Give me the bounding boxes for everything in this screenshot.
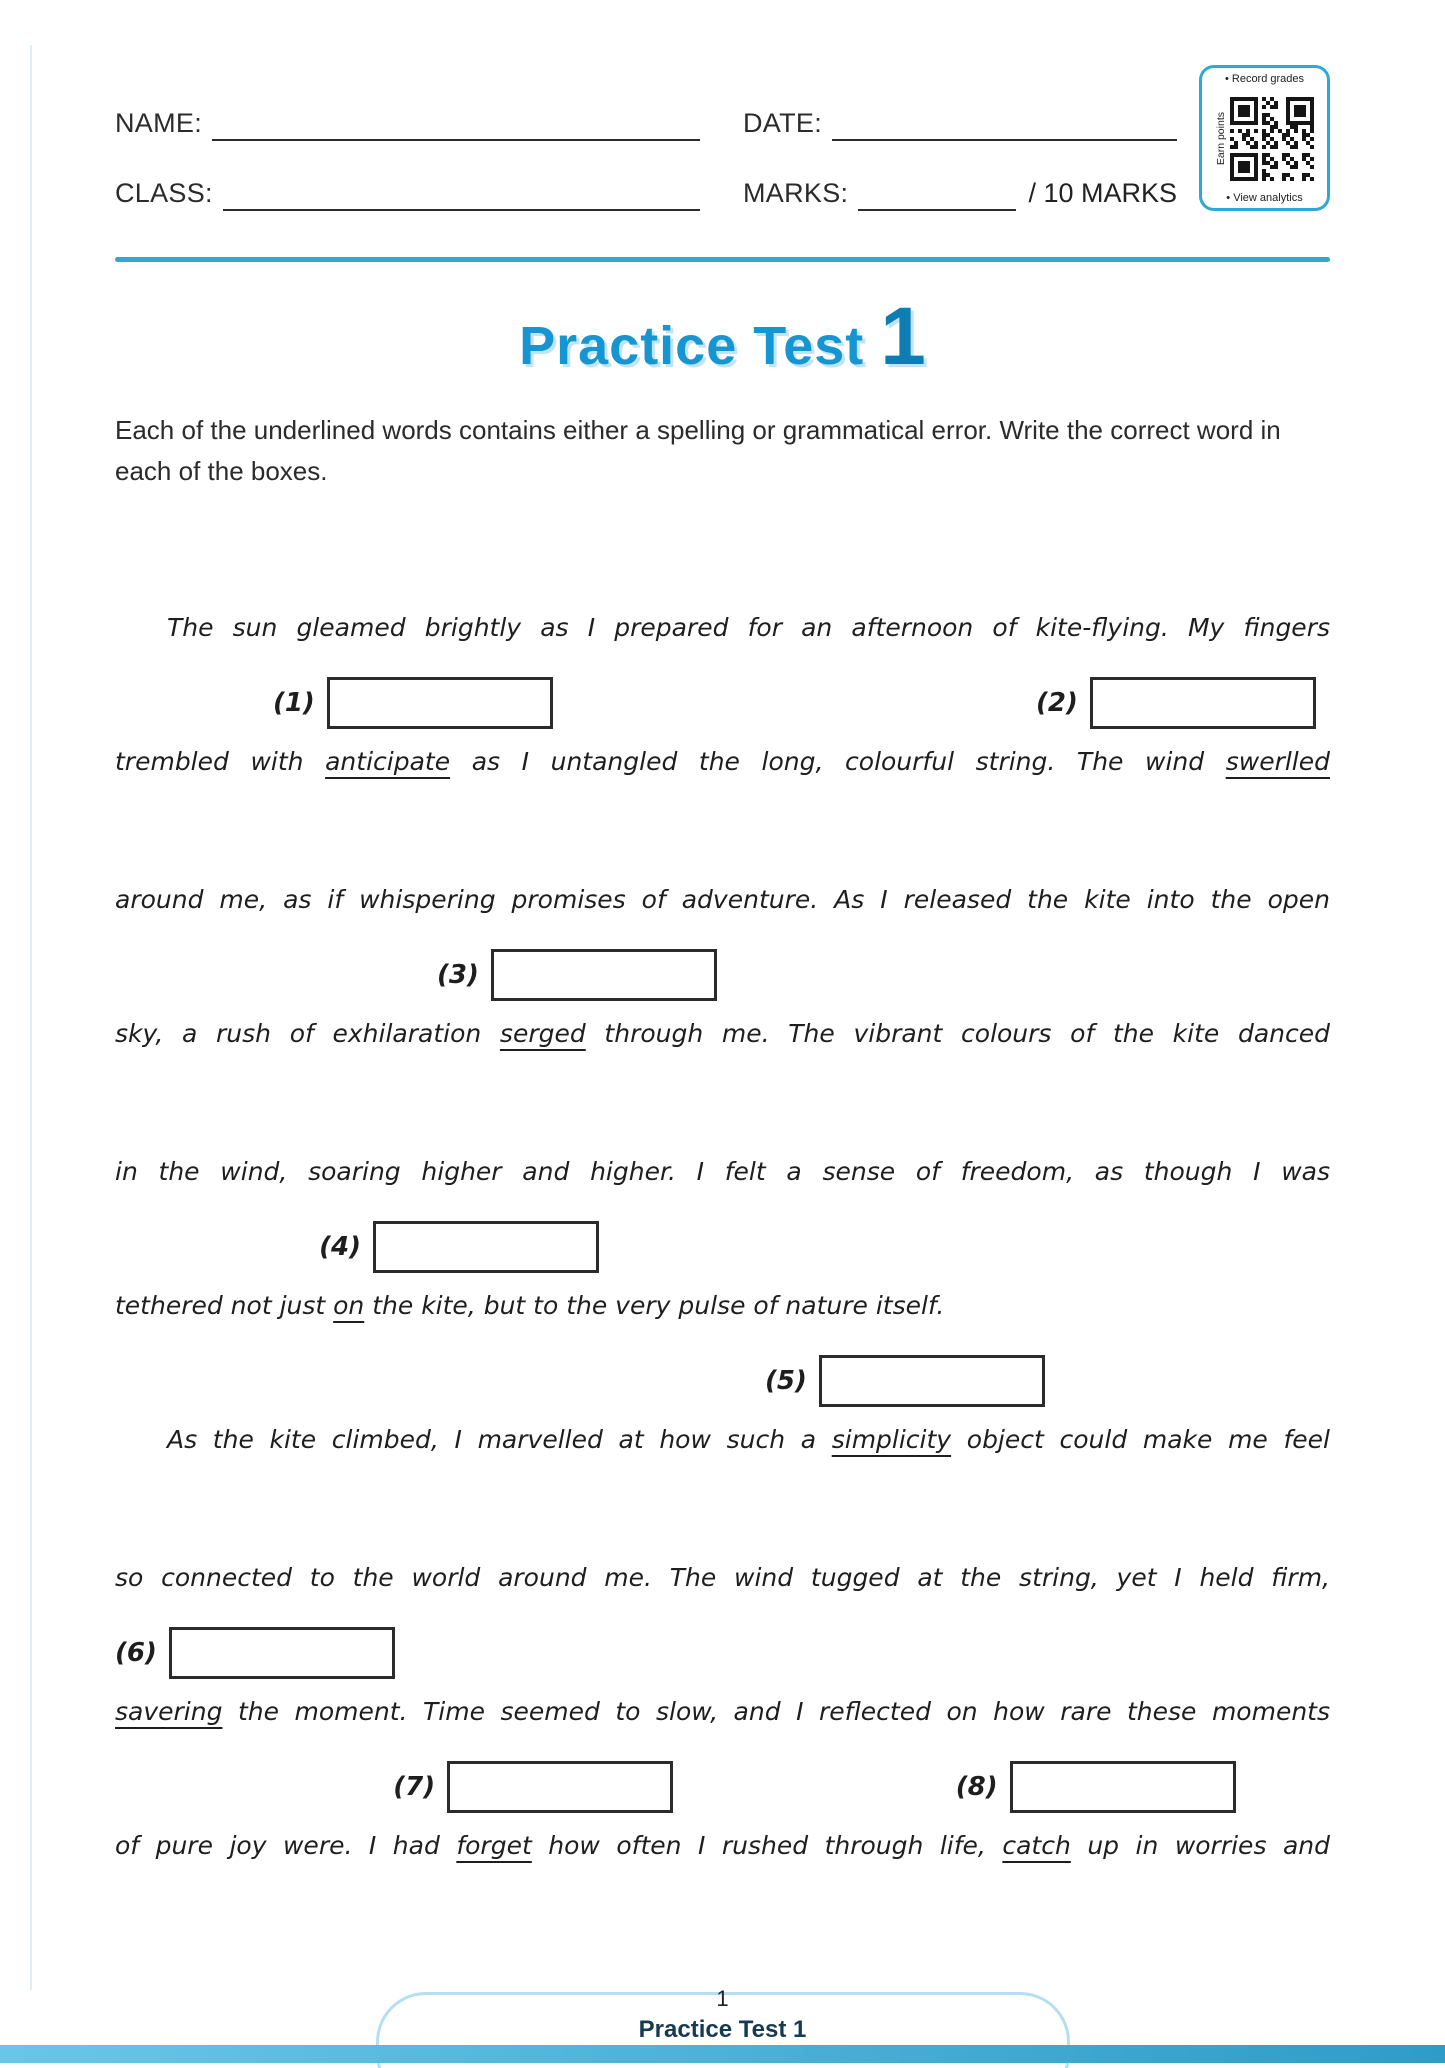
answer-box[interactable]: [819, 1355, 1045, 1407]
page-title: [115, 290, 1330, 384]
paragraph-gap: [115, 1460, 1330, 1558]
marks-blank-line[interactable]: [858, 179, 1016, 211]
date-blank-line[interactable]: [832, 109, 1177, 141]
answer-group: [115, 1626, 395, 1680]
story-line: [115, 1558, 1330, 1598]
class-label: CLASS:: [115, 178, 213, 208]
error-word: serged: [499, 1019, 586, 1048]
story-text: object could make me feel: [951, 1425, 1330, 1454]
header-row-2: [115, 175, 1330, 215]
story-text: trembled with: [115, 747, 326, 776]
paragraph-gap: [115, 1054, 1330, 1152]
answer-number: (2): [1035, 688, 1078, 718]
answer-box[interactable]: [1010, 1761, 1236, 1813]
story-line: [115, 1826, 1330, 1866]
story-line: [115, 880, 1330, 920]
answer-row: [115, 676, 1330, 730]
answer-box[interactable]: [491, 949, 717, 1001]
story-text: tethered not just: [115, 1291, 334, 1320]
story-line: [115, 1692, 1330, 1732]
name-blank-line[interactable]: [212, 109, 700, 141]
answer-box[interactable]: [327, 677, 553, 729]
story-text: sky, a rush of exhilaration: [115, 1019, 500, 1048]
answer-row: [115, 948, 1330, 1002]
class-blank-line[interactable]: [223, 179, 700, 211]
story-text: around me, as if whispering promises of adventure. As I released the kite into the open: [115, 885, 1330, 914]
qr-middle: [1206, 86, 1323, 191]
date-label: DATE:: [743, 108, 823, 138]
class-field: [115, 175, 700, 211]
answer-group: [319, 1220, 599, 1274]
answer-row: [115, 1760, 1330, 1814]
story-line: [115, 1420, 1330, 1460]
name-field: [115, 105, 700, 141]
story-text: up in worries and: [1070, 1831, 1330, 1860]
qr-view-analytics-label: • View analytics: [1226, 192, 1303, 204]
header: [115, 73, 1330, 215]
story-text: how often I rushed through life,: [531, 1831, 1003, 1860]
story-text: As the kite climbed, I marvelled at how such a: [167, 1425, 832, 1454]
answer-group: [1036, 676, 1316, 730]
story-text: The sun gleamed brightly as I prepared for an afternoon of kite-flying. My fingers: [167, 613, 1330, 642]
qr-earn-points-label: Earn points: [1215, 111, 1227, 166]
story-line: [115, 1152, 1330, 1192]
answer-group: [437, 948, 717, 1002]
answer-number: (7): [393, 1772, 436, 1802]
marks-field: [743, 175, 1177, 211]
story-line: [115, 1286, 1330, 1326]
story-text: of pure joy were. I had: [115, 1831, 457, 1860]
qr-badge: [1199, 65, 1330, 211]
paragraph-gap: [115, 782, 1330, 880]
answer-number: (1): [272, 688, 315, 718]
answer-number: (4): [319, 1232, 361, 1262]
story-text: so connected to the world around me. The wind tugged at the string, yet I held firm,: [115, 1563, 1330, 1592]
error-word: on: [333, 1291, 365, 1320]
bottom-bar: [0, 2045, 1445, 2063]
answer-row: [115, 1354, 1330, 1408]
answer-number: (8): [955, 1772, 998, 1802]
answer-number: (5): [765, 1366, 807, 1396]
answer-box[interactable]: [373, 1221, 599, 1273]
error-word: simplicity: [831, 1425, 952, 1454]
story-line: [115, 742, 1330, 782]
header-row-1: [115, 105, 1330, 145]
error-word: anticipate: [325, 747, 451, 776]
answer-row: [115, 1626, 1330, 1680]
answer-number: (6): [115, 1638, 157, 1668]
error-word: savering: [115, 1697, 223, 1726]
left-margin-line: [30, 45, 32, 1990]
error-word: catch: [1002, 1831, 1071, 1860]
name-label: NAME:: [115, 108, 203, 138]
answer-row: [115, 1220, 1330, 1274]
story-text: through me. The vibrant colours of the kite danced: [585, 1019, 1330, 1048]
footer-title: Practice Test 1: [638, 2016, 807, 2043]
answer-group: [273, 676, 553, 730]
error-word: forget: [456, 1831, 532, 1860]
qr-code: [1230, 97, 1314, 181]
qr-record-grades-label: • Record grades: [1224, 73, 1305, 85]
answer-box[interactable]: [447, 1761, 673, 1813]
header-divider: [115, 257, 1330, 262]
title-number: 1: [880, 291, 926, 382]
instructions: Each of the underlined words contains either a spelling or grammatical error. Write the correct word in each of the boxes.: [115, 415, 1281, 486]
answer-number: (3): [436, 960, 479, 990]
answer-box[interactable]: [1090, 677, 1316, 729]
answer-group: [765, 1354, 1045, 1408]
story-text: the moment. Time seemed to slow, and I reflected on how rare these moments: [222, 1697, 1330, 1726]
story-line: [115, 608, 1330, 648]
story-text: as I untangled the long, colourful string. The wind: [450, 747, 1226, 776]
answer-group: [956, 1760, 1236, 1814]
story-text: in the wind, soaring higher and higher. I felt a sense of freedom, as though I was: [115, 1157, 1330, 1186]
story-line: [115, 1014, 1330, 1054]
date-field: [743, 105, 1177, 141]
error-word: swerlled: [1225, 747, 1330, 776]
marks-total-label: / 10 MARKS: [1028, 178, 1177, 208]
marks-label: MARKS:: [743, 178, 849, 208]
story-text: the kite, but to the very pulse of nature itself.: [364, 1291, 945, 1320]
story: [115, 608, 1330, 1866]
answer-box[interactable]: [169, 1627, 395, 1679]
answer-group: [393, 1760, 673, 1814]
title-text: Practice Test: [519, 316, 865, 376]
page-number: 1: [716, 1986, 729, 2011]
